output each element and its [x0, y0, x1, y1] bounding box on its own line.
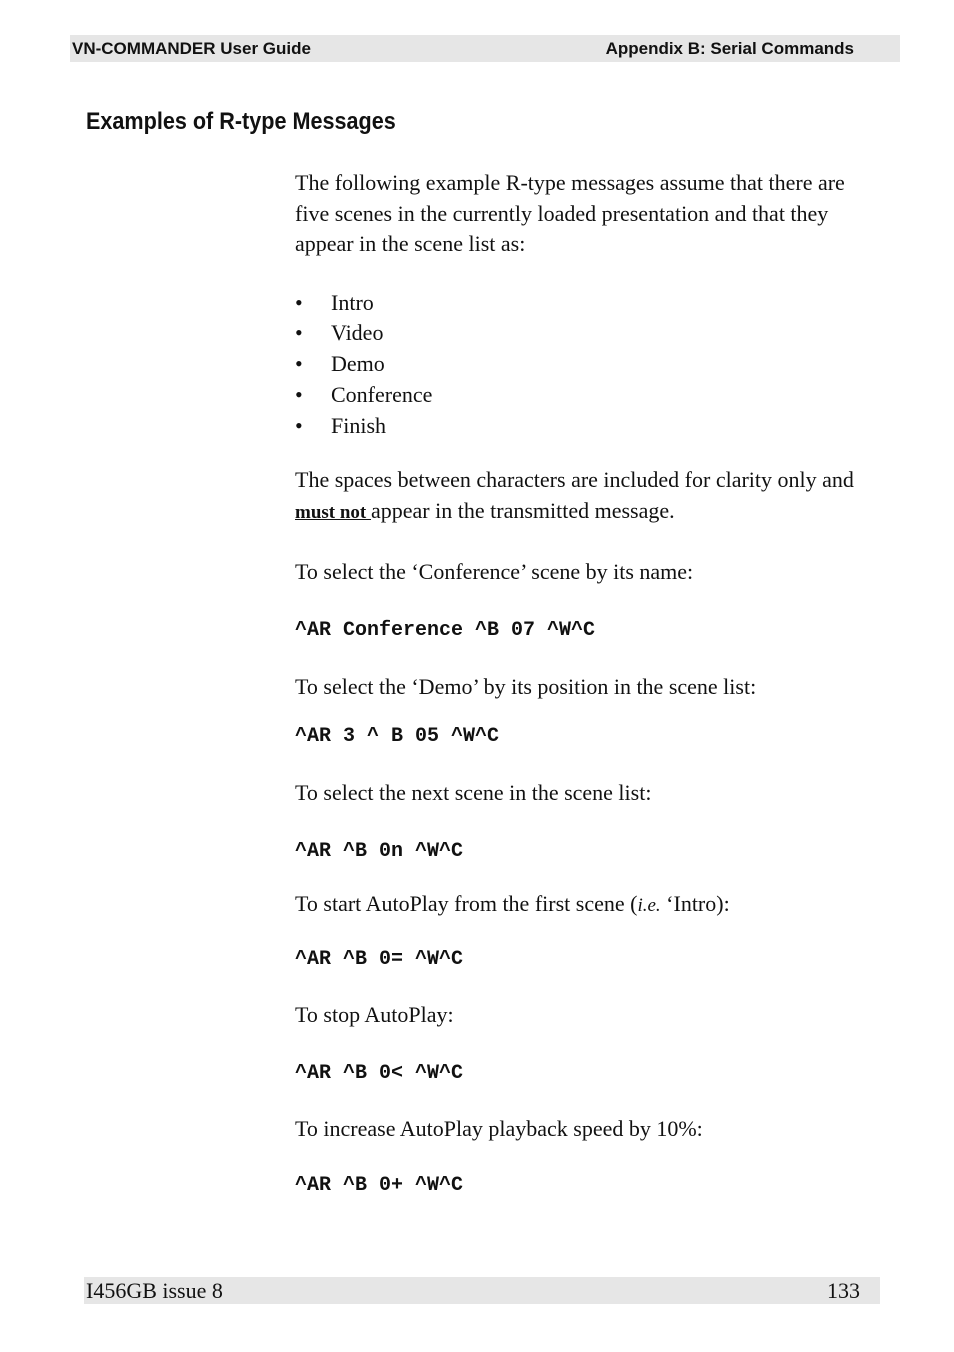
example-by-name-code: ^AR Conference ^B 07 ^W^C — [295, 618, 596, 642]
example-by-name-text: To select the ‘Conference’ scene by its name: — [295, 559, 694, 585]
example-next-text: To select the next scene in the scene list: — [295, 780, 652, 806]
example-autoplay-start-text: To start AutoPlay from the first scene (i.e. ‘Intro): — [295, 890, 730, 916]
list-item — [295, 318, 875, 349]
example-autoplay-stop-text: To stop AutoPlay: — [295, 1002, 454, 1028]
example-next-code: ^AR ^B 0n ^W^C — [295, 839, 464, 863]
example-by-position-text: To select the ‘Demo’ by its position in the scene list: — [295, 673, 757, 699]
list-item — [295, 411, 875, 442]
example-speed-up-text: To increase AutoPlay playback speed by 10%: — [295, 1115, 703, 1141]
page-footer — [84, 1277, 880, 1304]
bullet-icon: • — [295, 351, 303, 377]
scene-name: Video — [331, 320, 384, 346]
scene-list — [295, 288, 875, 442]
scene-name: Conference — [331, 381, 433, 407]
bullet-icon: • — [295, 381, 303, 407]
example-by-position-code: ^AR 3 ^ B 05 ^W^C — [295, 725, 500, 749]
intro-paragraph: The following example R-type messages assume that there are five scenes in the currently loaded presentation and that they appear in the scene list as: — [295, 170, 845, 256]
spaces-note: The spaces between characters are included for clarity only and must not appear in the transmitted message. — [295, 467, 854, 523]
list-item — [295, 288, 875, 319]
list-item — [295, 380, 875, 411]
example-speed-up-code: ^AR ^B 0+ ^W^C — [295, 1174, 464, 1198]
footer-doc-id: I456GB issue 8 — [86, 1277, 223, 1303]
page-header — [70, 35, 900, 62]
section-title: Examples of R-type Messages — [86, 108, 396, 135]
bullet-icon: • — [295, 320, 303, 346]
example-autoplay-stop-code: ^AR ^B 0< ^W^C — [295, 1061, 464, 1085]
page-number: 133 — [827, 1277, 860, 1303]
bullet-icon: • — [295, 289, 303, 315]
list-item — [295, 349, 875, 380]
header-section-title: Appendix B: Serial Commands — [605, 38, 854, 58]
header-doc-title: VN-COMMANDER User Guide — [72, 38, 311, 58]
scene-name: Intro — [331, 289, 374, 315]
scene-name: Demo — [331, 351, 385, 377]
bullet-icon: • — [295, 412, 303, 438]
scene-name: Finish — [331, 412, 387, 438]
example-autoplay-start-code: ^AR ^B 0= ^W^C — [295, 948, 464, 972]
body-content — [295, 168, 875, 1199]
must-not-emphasis: must not — [295, 501, 372, 523]
